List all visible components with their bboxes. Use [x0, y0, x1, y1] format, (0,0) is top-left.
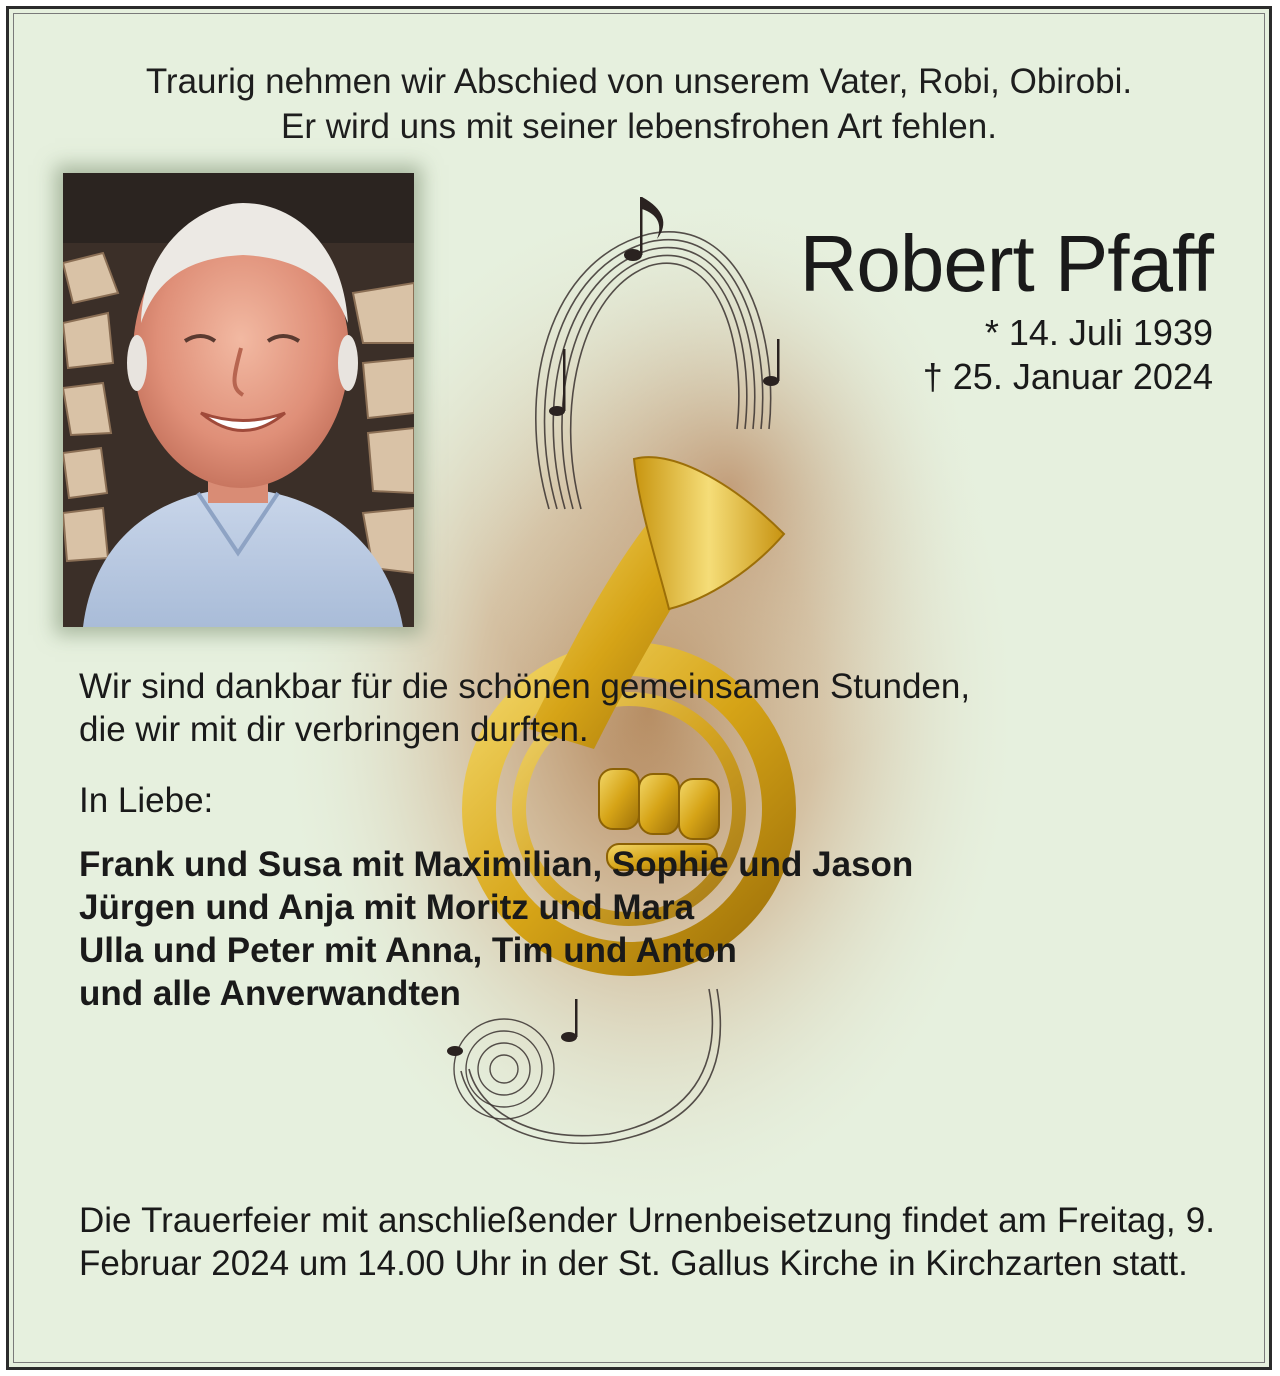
thanks-line-2: die wir mit dir verbringen durften.	[79, 710, 589, 749]
intro-text	[9, 59, 1269, 149]
birth-date: * 14. Juli 1939	[984, 312, 1213, 353]
intro-line-2: Er wird uns mit seiner lebensfrohen Art fehlen.	[281, 107, 997, 146]
family-line: Frank und Susa mit Maximilian, Sophie und Jason	[79, 845, 914, 884]
thanks-line-1: Wir sind dankbar für die schönen gemeinsamen Stunden,	[79, 667, 971, 706]
obituary-notice	[6, 6, 1272, 1370]
family-line: Ulla und Peter mit Anna, Tim und Anton	[79, 931, 737, 970]
family-line: Jürgen und Anja mit Moritz und Mara	[79, 888, 695, 927]
thanks-text	[79, 665, 970, 751]
life-dates	[923, 311, 1213, 399]
family-line: und alle Anverwandten	[79, 974, 461, 1013]
in-love-label: In Liebe:	[79, 781, 214, 820]
ceremony-info: Die Trauerfeier mit anschließender Urnenbeisetzung findet am Freitag, 9. Februar 2024 um 14.00 Uhr in der St. Gallus Kirche in Kirchzarten statt.	[79, 1201, 1215, 1283]
family-list	[79, 843, 913, 1015]
deceased-name: Robert Pfaff	[799, 219, 1213, 308]
portrait-photo	[63, 173, 414, 627]
death-date: † 25. Januar 2024	[922, 356, 1213, 397]
intro-line-1: Traurig nehmen wir Abschied von unserem Vater, Robi, Obirobi.	[145, 62, 1133, 101]
